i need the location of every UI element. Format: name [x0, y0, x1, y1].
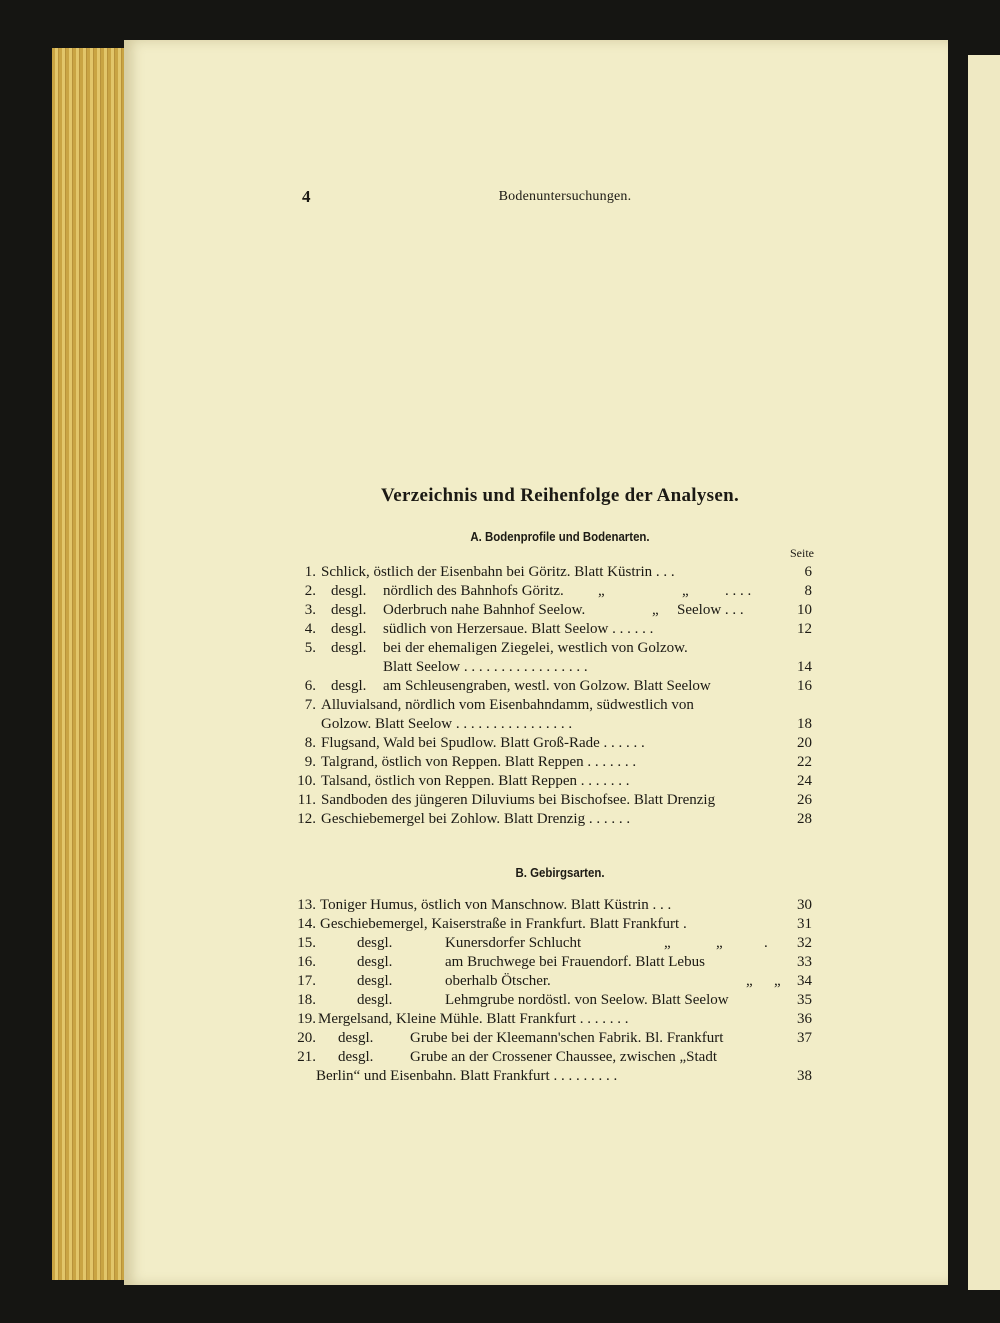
entry-description: Toniger Humus, östlich von Manschnow. Blatt Küstrin . . .: [320, 897, 672, 913]
entry-description: Lehmgrube nordöstl. von Seelow. Blatt Seelow: [445, 992, 729, 1008]
entry-description: Geschiebemergel bei Zohlow. Blatt Drenzig . . . . . .: [321, 811, 631, 827]
ditto-label: desgl.: [331, 602, 367, 618]
entry-number: 9.: [304, 754, 316, 770]
entry-page: 16: [797, 678, 812, 694]
ditto-label: desgl.: [338, 1030, 374, 1046]
section-a-heading: A. Bodenprofile und Bodenarten.: [470, 529, 650, 544]
entry-description: Talgrand, östlich von Reppen. Blatt Reppen . . . . . . .: [321, 754, 637, 770]
entry-tail: Seelow . . .: [677, 602, 744, 618]
entry-number: 7.: [304, 697, 316, 713]
entry-number: 15.: [297, 935, 316, 951]
entry-number: 2.: [304, 583, 316, 599]
ditto-mark: „: [652, 602, 659, 618]
entry-page: 31: [797, 916, 812, 932]
entry-description: Kunersdorfer Schlucht: [445, 935, 582, 951]
next-page-edge: [968, 55, 1000, 1290]
entry-description: Mergelsand, Kleine Mühle. Blatt Frankfurt . . . . . . .: [318, 1011, 629, 1027]
entry-description-continued: Berlin“ und Eisenbahn. Blatt Frankfurt . . . . . . . . .: [316, 1068, 618, 1084]
entry-description: oberhalb Ötscher.: [445, 973, 551, 989]
entry-page: 18: [797, 716, 812, 732]
ditto-mark: „: [682, 583, 689, 599]
entry-number: 16.: [297, 954, 316, 970]
entry-number: 20.: [297, 1030, 316, 1046]
entry-number: 6.: [304, 678, 316, 694]
entry-description: Flugsand, Wald bei Spudlow. Blatt Groß-Rade . . . . . .: [321, 735, 645, 751]
entry-number: 13.: [297, 897, 316, 913]
ditto-label: desgl.: [357, 992, 393, 1008]
entry-number: 12.: [297, 811, 316, 827]
page-number: 4: [302, 187, 311, 206]
entry-page: 33: [797, 954, 812, 970]
entry-number: 3.: [304, 602, 316, 618]
entry-page: 32: [797, 935, 812, 951]
entry-number: 14.: [297, 916, 316, 932]
entry-page: 12: [797, 621, 812, 637]
ditto-mark: „: [716, 935, 723, 951]
running-title: Bodenuntersuchungen.: [498, 189, 632, 204]
entry-number: 5.: [304, 640, 316, 656]
entry-description: Grube an der Crossener Chaussee, zwischen „Stadt: [410, 1049, 717, 1065]
entry-description: Schlick, östlich der Eisenbahn bei Göritz. Blatt Küstrin . . .: [321, 564, 675, 580]
entry-description: Grube bei der Kleemann'schen Fabrik. Bl. Frankfurt: [410, 1030, 724, 1046]
entry-description-continued: Blatt Seelow . . . . . . . . . . . . . . . . .: [383, 659, 588, 675]
ditto-label: desgl.: [338, 1049, 374, 1065]
entry-page: 36: [797, 1011, 812, 1027]
entry-description: Talsand, östlich von Reppen. Blatt Reppen . . . . . . .: [321, 773, 630, 789]
section-b-heading: B. Gebirgsarten.: [515, 865, 605, 880]
entry-page: 30: [797, 897, 812, 913]
entry-description: Geschiebemergel, Kaiserstraße in Frankfurt. Blatt Frankfurt .: [320, 916, 687, 932]
entry-number: 18.: [297, 992, 316, 1008]
entry-page: 37: [797, 1030, 812, 1046]
entry-number: 21.: [297, 1049, 316, 1065]
page-edges: [52, 48, 134, 1280]
entry-number: 4.: [304, 621, 316, 637]
entry-description: am Bruchwege bei Frauendorf. Blatt Lebus: [445, 954, 705, 970]
entry-page: 22: [797, 754, 812, 770]
entry-page: 14: [797, 659, 812, 675]
ditto-label: desgl.: [331, 640, 367, 656]
entry-number: 1.: [304, 564, 316, 580]
ditto-mark: „: [746, 973, 753, 989]
ditto-mark: „: [664, 935, 671, 951]
entry-page: 38: [797, 1068, 812, 1084]
ditto-mark: „: [598, 583, 605, 599]
ditto-label: desgl.: [357, 973, 393, 989]
ditto-label: desgl.: [357, 935, 393, 951]
entry-page: 26: [797, 792, 812, 808]
entry-page: 20: [797, 735, 812, 751]
ditto-label: desgl.: [331, 621, 367, 637]
entry-description: Oderbruch nahe Bahnhof Seelow.: [383, 602, 586, 618]
entry-tail: . . . .: [725, 583, 752, 599]
entry-number: 19.: [297, 1011, 316, 1027]
ditto-label: desgl.: [357, 954, 393, 970]
entry-page: 10: [797, 602, 812, 618]
ditto-label: desgl.: [331, 583, 367, 599]
page-column-label: Seite: [790, 546, 814, 560]
ditto-label: desgl.: [331, 678, 367, 694]
entry-description: bei der ehemaligen Ziegelei, westlich von Golzow.: [383, 640, 688, 656]
entry-description: Sandboden des jüngeren Diluviums bei Bischofsee. Blatt Drenzig: [321, 792, 716, 808]
entry-description: am Schleusengraben, westl. von Golzow. Blatt Seelow: [383, 678, 711, 694]
entry-number: 8.: [304, 735, 316, 751]
page-title: Verzeichnis und Reihenfolge der Analysen.: [380, 485, 740, 506]
entry-number: 17.: [297, 973, 316, 989]
entry-description-continued: Golzow. Blatt Seelow . . . . . . . . . . . . . . . .: [321, 716, 573, 732]
entry-page: 28: [797, 811, 812, 827]
entry-description: südlich von Herzersaue. Blatt Seelow . . . . . .: [383, 621, 654, 637]
ditto-mark: „: [774, 973, 781, 989]
entry-description: Alluvialsand, nördlich vom Eisenbahndamm, südwestlich von: [321, 697, 694, 713]
entry-page: 24: [797, 773, 812, 789]
entry-page: 34: [797, 973, 812, 989]
entry-description: nördlich des Bahnhofs Göritz.: [383, 583, 564, 599]
entry-number: 10.: [297, 773, 316, 789]
entry-page: 8: [804, 583, 812, 599]
entry-number: 11.: [297, 792, 316, 808]
entry-page: 35: [797, 992, 812, 1008]
entry-page: 6: [804, 564, 812, 580]
entry-tail: .: [764, 935, 768, 951]
